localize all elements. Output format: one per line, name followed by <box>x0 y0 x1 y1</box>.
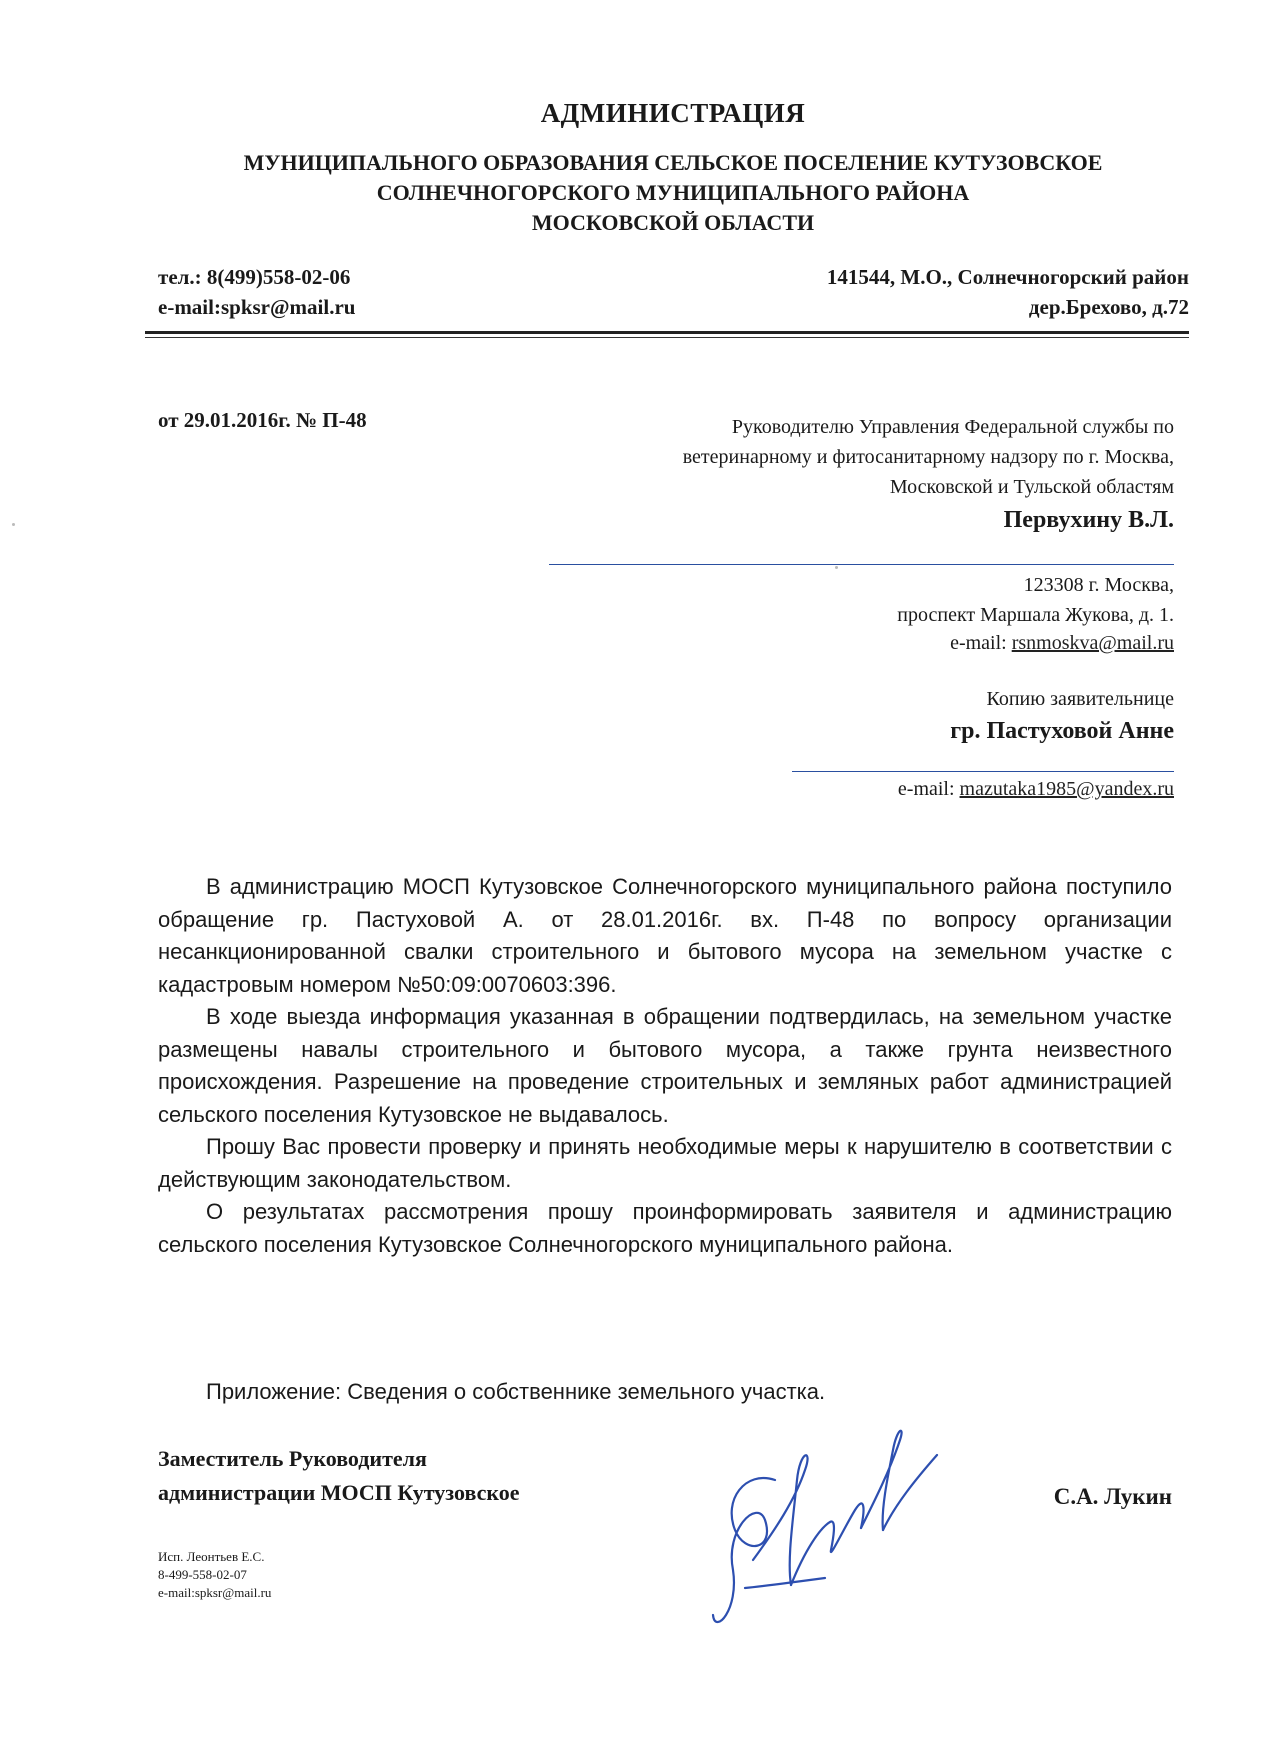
header-divider-thin <box>145 337 1189 338</box>
handwritten-signature <box>705 1410 965 1650</box>
copy-recipient-name: гр. Пастуховой Анне <box>950 718 1174 744</box>
addressee-name-wrap <box>1004 505 1174 536</box>
addressee-divider <box>549 564 1174 565</box>
body-paragraph-2: В ходе выезда информация указанная в обращении подтвердилась, на земельном участке размещены навалы строительного и бытового мусора, а также грунта неизвестного происхождения. Разрешение на проведение строительных и земляных работ администрацией сельского поселения Кутузовское не выдавалось. <box>158 1004 1172 1127</box>
copy-email-label: e-mail: <box>897 778 960 800</box>
signatory-title-line-1: Заместитель Руководителя <box>158 1446 427 1471</box>
copy-label: Копию заявительнице <box>986 688 1174 710</box>
copy-name-wrap <box>950 716 1174 747</box>
addressee-email-link[interactable]: rsnmoskva@mail.ru <box>1011 632 1174 654</box>
addressee-line-3: Московской и Тульской областям <box>889 476 1174 498</box>
signatory-title-line-2: администрации МОСП Кутузовское <box>158 1480 520 1505</box>
body-paragraph-4: О результатах рассмотрения прошу проинформировать заявителя и администрацию сельского поселения Кутузовское Солнечногорского муниципального района. <box>158 1199 1172 1257</box>
scan-speck <box>12 523 15 526</box>
org-phone: тел.: 8(499)558-02-06 <box>158 265 351 289</box>
signatory-name: С.А. Лукин <box>1053 1484 1172 1509</box>
copy-email-line <box>898 774 1174 804</box>
addressee-name: Первухину В.Л. <box>1003 507 1174 533</box>
addressee-line-1: Руководителю Управления Федеральной службы по <box>731 416 1174 438</box>
addressee-email-line <box>950 628 1174 658</box>
attachment-text: Приложение: Сведения о собственнике земельного участка. <box>206 1379 826 1404</box>
copy-email-link[interactable]: mazutaka1985@yandex.ru <box>959 778 1174 800</box>
letter-body <box>158 871 1172 1261</box>
addressee-postal-line-2: проспект Маршала Жукова, д. 1. <box>897 604 1174 626</box>
org-name-line-3: МОСКОВСКОЙ ОБЛАСТИ <box>531 210 815 235</box>
executor-email: e-mail:spksr@mail.ru <box>158 1585 272 1600</box>
body-paragraph-3: Прошу Вас провести проверку и принять необходимые меры к нарушителю в соответствии с действующим законодательством. <box>158 1134 1172 1192</box>
copy-divider <box>792 771 1174 772</box>
org-name-line-1: МУНИЦИПАЛЬНОГО ОБРАЗОВАНИЯ СЕЛЬСКОЕ ПОСЕЛЕНИЕ КУТУЗОВСКОЕ <box>243 150 1103 175</box>
executor-name: Исп. Леонтьев Е.С. <box>158 1549 265 1564</box>
document-title: АДМИНИСТРАЦИЯ <box>540 98 806 128</box>
header-divider-thick <box>145 331 1189 334</box>
scan-speck <box>835 566 838 569</box>
attachment-note <box>158 1376 1172 1409</box>
executor-phone: 8-499-558-02-07 <box>158 1567 247 1582</box>
addressee-email-label: e-mail: <box>950 632 1012 654</box>
org-email: e-mail:spksr@mail.ru <box>158 295 356 319</box>
outgoing-reference: от 29.01.2016г. № П-48 <box>158 408 367 432</box>
signature-strokes <box>713 1431 937 1622</box>
addressee-line-2: ветеринарному и фитосанитарному надзору по г. Москва, <box>682 446 1174 468</box>
org-name-line-2: СОЛНЕЧНОГОРСКОГО МУНИЦИПАЛЬНОГО РАЙОНА <box>376 180 970 205</box>
org-address-line-1: 141544, М.О., Солнечногорский район <box>826 265 1189 289</box>
executor-info <box>158 1548 271 1602</box>
body-paragraph-1: В администрацию МОСП Кутузовское Солнечногорского муниципального района поступило обращение гр. Пастуховой А. от 28.01.2016г. вх. П-48 по вопросу организации несанкционированной свалки строительного и бытового мусора на земельном участке с кадастровым номером №50:09:0070603:396. <box>158 874 1172 997</box>
org-address-line-2: дер.Брехово, д.72 <box>1028 295 1189 319</box>
addressee-postal-line-1: 123308 г. Москва, <box>1023 574 1174 596</box>
